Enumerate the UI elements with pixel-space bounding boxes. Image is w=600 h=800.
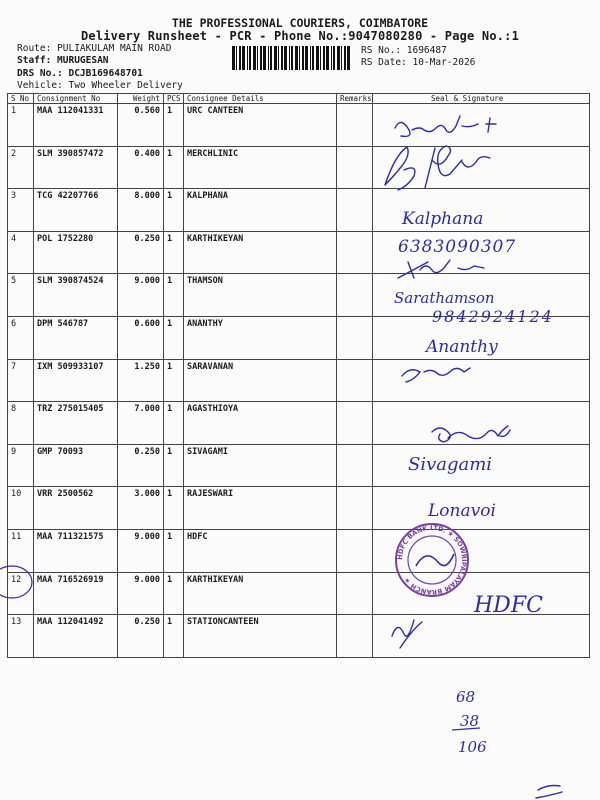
sno-cell: 10 xyxy=(8,487,34,530)
pcs-cell: 1 xyxy=(164,529,184,572)
tally-line xyxy=(452,728,480,730)
consignee-cell: THAMSON xyxy=(184,274,337,317)
consignment-cell: TCG 42207766 xyxy=(34,189,118,232)
consignee-cell: AGASTHIOYA xyxy=(184,402,337,445)
pcs-cell: 1 xyxy=(164,572,184,615)
weight-cell: 0.600 xyxy=(118,316,164,359)
table-row xyxy=(8,274,590,317)
table-row xyxy=(8,529,590,572)
consignee-cell: KALPHANA xyxy=(184,189,337,232)
sno-cell: 1 xyxy=(8,104,34,147)
signature-cell xyxy=(373,231,590,274)
consignee-cell: ANANTHY xyxy=(184,316,337,359)
runsheet-table xyxy=(7,93,590,658)
weight-cell: 0.400 xyxy=(118,146,164,189)
weight-cell: 1.250 xyxy=(118,359,164,402)
table-row xyxy=(8,146,590,189)
pcs-cell: 1 xyxy=(164,316,184,359)
tally-sum: 106 xyxy=(458,738,487,756)
consignee-cell: SARAVANAN xyxy=(184,359,337,402)
table-header-row xyxy=(8,94,590,104)
consignment-cell: POL 1752280 xyxy=(34,231,118,274)
consignment-cell: IXM 509933107 xyxy=(34,359,118,402)
weight-cell: 0.250 xyxy=(118,444,164,487)
weight-cell: 0.250 xyxy=(118,231,164,274)
table-row xyxy=(8,615,590,658)
weight-cell: 0.250 xyxy=(118,615,164,658)
pcs-cell: 1 xyxy=(164,104,184,147)
document-title: THE PROFESSIONAL COURIERS, COIMBATORE xyxy=(171,16,429,30)
table-row xyxy=(8,444,590,487)
consignee-cell: HDFC xyxy=(184,529,337,572)
weight-cell: 9.000 xyxy=(118,572,164,615)
consignment-cell: MAA 112041492 xyxy=(34,615,118,658)
consignee-cell: STATIONCANTEEN xyxy=(184,615,337,658)
remarks-cell xyxy=(337,487,373,530)
signature-cell xyxy=(373,189,590,232)
remarks-cell xyxy=(337,444,373,487)
staff-label: Staff: MURUGESAN xyxy=(17,55,109,66)
consignee-cell: SIVAGAMI xyxy=(184,444,337,487)
remarks-cell xyxy=(337,402,373,445)
consignee-cell: MERCHLINIC xyxy=(184,146,337,189)
consignment-cell: MAA 711321575 xyxy=(34,529,118,572)
consignee-cell: RAJESWARI xyxy=(184,487,337,530)
remarks-cell xyxy=(337,146,373,189)
signature-cell xyxy=(373,487,590,530)
consignment-cell: VRR 2500562 xyxy=(34,487,118,530)
table-row xyxy=(8,104,590,147)
runsheet-subtitle: Delivery Runsheet - PCR - Phone No.:9047080280 - Page No.:1 xyxy=(80,29,520,43)
consignment-cell: TRZ 275015405 xyxy=(34,402,118,445)
table-row xyxy=(8,231,590,274)
consignee-cell: KARTHIKEYAN xyxy=(184,572,337,615)
signature-cell xyxy=(373,146,590,189)
pcs-cell: 1 xyxy=(164,487,184,530)
col-sno: S No xyxy=(8,94,34,104)
col-weight: Weight xyxy=(118,94,164,104)
signature-cell xyxy=(373,104,590,147)
sno-cell: 2 xyxy=(8,146,34,189)
rs-number: RS No.: 1696487 xyxy=(361,45,447,56)
barcode-image xyxy=(232,46,354,70)
table-row xyxy=(8,487,590,530)
consignee-cell: URC CANTEEN xyxy=(184,104,337,147)
handwriting-thamson: Sarathamson xyxy=(394,289,495,307)
pcs-cell: 1 xyxy=(164,615,184,658)
table-row xyxy=(8,316,590,359)
sno-cell: 5 xyxy=(8,274,34,317)
signature-cell xyxy=(373,402,590,445)
handwriting-hdfc: HDFC xyxy=(474,593,543,618)
table-row xyxy=(8,359,590,402)
signature-cell xyxy=(373,572,590,615)
pcs-cell: 1 xyxy=(164,274,184,317)
handwriting-phone-1: 6383090307 xyxy=(398,237,517,257)
consignment-cell: MAA 112041331 xyxy=(34,104,118,147)
sno-cell: 11 xyxy=(8,529,34,572)
vehicle-label: Vehicle: Two Wheeler Delivery xyxy=(17,80,183,91)
remarks-cell xyxy=(337,104,373,147)
consignee-cell: KARTHIKEYAN xyxy=(184,231,337,274)
col-consignee: Consignee Details xyxy=(184,94,337,104)
remarks-cell xyxy=(337,189,373,232)
drs-number: DRS No.: DCJB169648701 xyxy=(17,68,143,79)
remarks-cell xyxy=(337,529,373,572)
handwriting-lonavo: Lonavoi xyxy=(428,501,496,521)
tally-number-a: 68 xyxy=(456,688,476,706)
consignment-cell: SLM 390874524 xyxy=(34,274,118,317)
pcs-cell: 1 xyxy=(164,444,184,487)
signature-cell xyxy=(373,316,590,359)
handwriting-kalphana: Kalphana xyxy=(402,209,484,229)
bottom-mark xyxy=(536,786,562,799)
consignment-cell: MAA 716526919 xyxy=(34,572,118,615)
pcs-cell: 1 xyxy=(164,146,184,189)
sno-cell: 13 xyxy=(8,615,34,658)
weight-cell: 0.560 xyxy=(118,104,164,147)
pcs-cell: 1 xyxy=(164,231,184,274)
consignment-cell: SLM 390857472 xyxy=(34,146,118,189)
handwriting-ananthy: Ananthy xyxy=(426,337,498,357)
stamp-text: HDFC BANK LTD. ★ SOWRIPALAYAM BRANCH ★ xyxy=(395,523,469,597)
weight-cell: 3.000 xyxy=(118,487,164,530)
tally-number-b: 38 xyxy=(460,712,480,730)
signature-cell xyxy=(373,359,590,402)
rs-date: RS Date: 10-Mar-2026 xyxy=(361,57,476,68)
handwriting-phone-2: 9842924124 xyxy=(432,307,554,326)
col-consignment: Consignment No xyxy=(34,94,118,104)
handwriting-sivagami: Sivagami xyxy=(408,454,493,475)
remarks-cell xyxy=(337,359,373,402)
sno-cell: 3 xyxy=(8,189,34,232)
table-row xyxy=(8,189,590,232)
col-signature: Seal & Signature xyxy=(373,94,590,104)
sno-cell: 6 xyxy=(8,316,34,359)
signature-cell xyxy=(373,444,590,487)
consignment-cell: DPM 546787 xyxy=(34,316,118,359)
col-pcs: PCS xyxy=(164,94,184,104)
table-row xyxy=(8,402,590,445)
pcs-cell: 1 xyxy=(164,359,184,402)
table-row xyxy=(8,572,590,615)
remarks-cell xyxy=(337,572,373,615)
pcs-cell: 1 xyxy=(164,402,184,445)
signature-cell xyxy=(373,615,590,658)
weight-cell: 7.000 xyxy=(118,402,164,445)
signature-cell xyxy=(373,529,590,572)
signature-cell xyxy=(373,274,590,317)
remarks-cell xyxy=(337,274,373,317)
weight-cell: 8.000 xyxy=(118,189,164,232)
sno-cell: 8 xyxy=(8,402,34,445)
sno-cell: 4 xyxy=(8,231,34,274)
remarks-cell xyxy=(337,316,373,359)
sno-cell: 9 xyxy=(8,444,34,487)
sno-cell: 12 xyxy=(8,572,34,615)
sno-cell: 7 xyxy=(8,359,34,402)
route-label: Route: PULIAKULAM MAIN ROAD xyxy=(17,43,172,54)
weight-cell: 9.000 xyxy=(118,529,164,572)
weight-cell: 9.000 xyxy=(118,274,164,317)
consignment-cell: GMP 70093 xyxy=(34,444,118,487)
pcs-cell: 1 xyxy=(164,189,184,232)
remarks-cell xyxy=(337,615,373,658)
remarks-cell xyxy=(337,231,373,274)
col-remarks: Remarks xyxy=(337,94,373,104)
